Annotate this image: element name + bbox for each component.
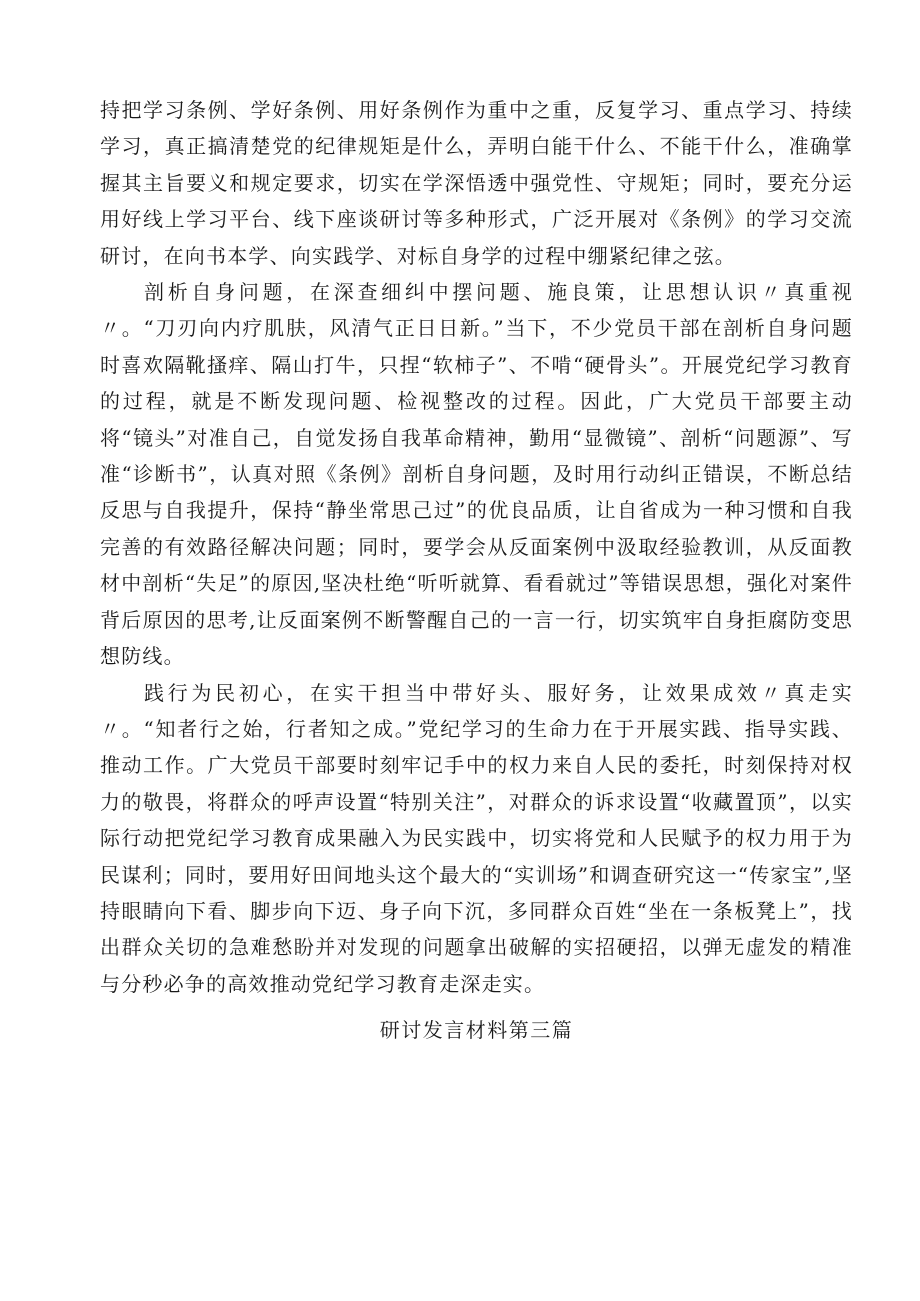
- paragraph-3: 践行为民初心，在实干担当中带好头、服好务，让效果成效〃真走实〃。“知者行之始，行者知之成。”党纪学习的生命力在于开展实践、指导实践、推动工作。广大党员干部要时刻牢记手中的权力来自人民的委托，时刻保持对权力的敬畏，将群众的呼声设置“特别关注”，对群众的诉求设置“收藏置顶”，以实际行动把党纪学习教育成果融入为民实践中，切实将党和人民赋予的权力用于为民谋利；同时，要用好田间地头这个最大的“实训场”和调查研究这一“传家宝”,坚持眼睛向下看、脚步向下迈、身子向下沉，多同群众百姓“坐在一条板凳上”，找出群众关切的急难愁盼并对发现的问题拿出破解的实招硬招，以弹无虚发的精准与分秒必争的高效推动党纪学习教育走深走实。: [100, 680, 853, 996]
- paragraph-1: 持把学习条例、学好条例、用好条例作为重中之重，反复学习、重点学习、持续学习，真正搞清楚党的纪律规矩是什么，弄明白能干什么、不能干什么，准确掌握其主旨要义和规定要求，切实在学深悟透中强党性、守规矩；同时，要充分运用好线上学习平台、线下座谈研讨等多种形式，广泛开展对《条例》的学习交流研讨，在向书本学、向实践学、对标自身学的过程中绷紧纪律之弦。: [100, 98, 853, 268]
- section-heading: 研讨发言材料第三篇: [379, 1018, 574, 1043]
- paragraph-2: 剖析自身问题，在深查细纠中摆问题、施良策，让思想认识〃真重视〃。“刀刃向内疗肌肤，风清气正日日新。”当下，不少党员干部在剖析自身问题时喜欢隔靴搔痒、隔山打牛，只捏“软柿子”、不啃“硬骨头”。开展党纪学习教育的过程，就是不断发现问题、检视整改的过程。因此，广大党员干部要主动将“镜头”对准自己，自觉发扬自我革命精神，勤用“显微镜”、剖析“问题源”、写准“诊断书”，认真对照《条例》剖析自身问题，及时用行动纠正错误，不断总结反思与自我提升，保持“静坐常思己过”的优良品质，让自省成为一种习惯和自我完善的有效路径解决问题；同时，要学会从反面案例中汲取经验教训，从反面教材中剖析“失足”的原因,坚决杜绝“听听就算、看看就过”等错误思想，强化对案件背后原因的思考,让反面案例不断警醒自己的一言一行，切实筑牢自身拒腐防变思想防线。: [100, 280, 853, 669]
- document-page: [100, 92, 853, 1048]
